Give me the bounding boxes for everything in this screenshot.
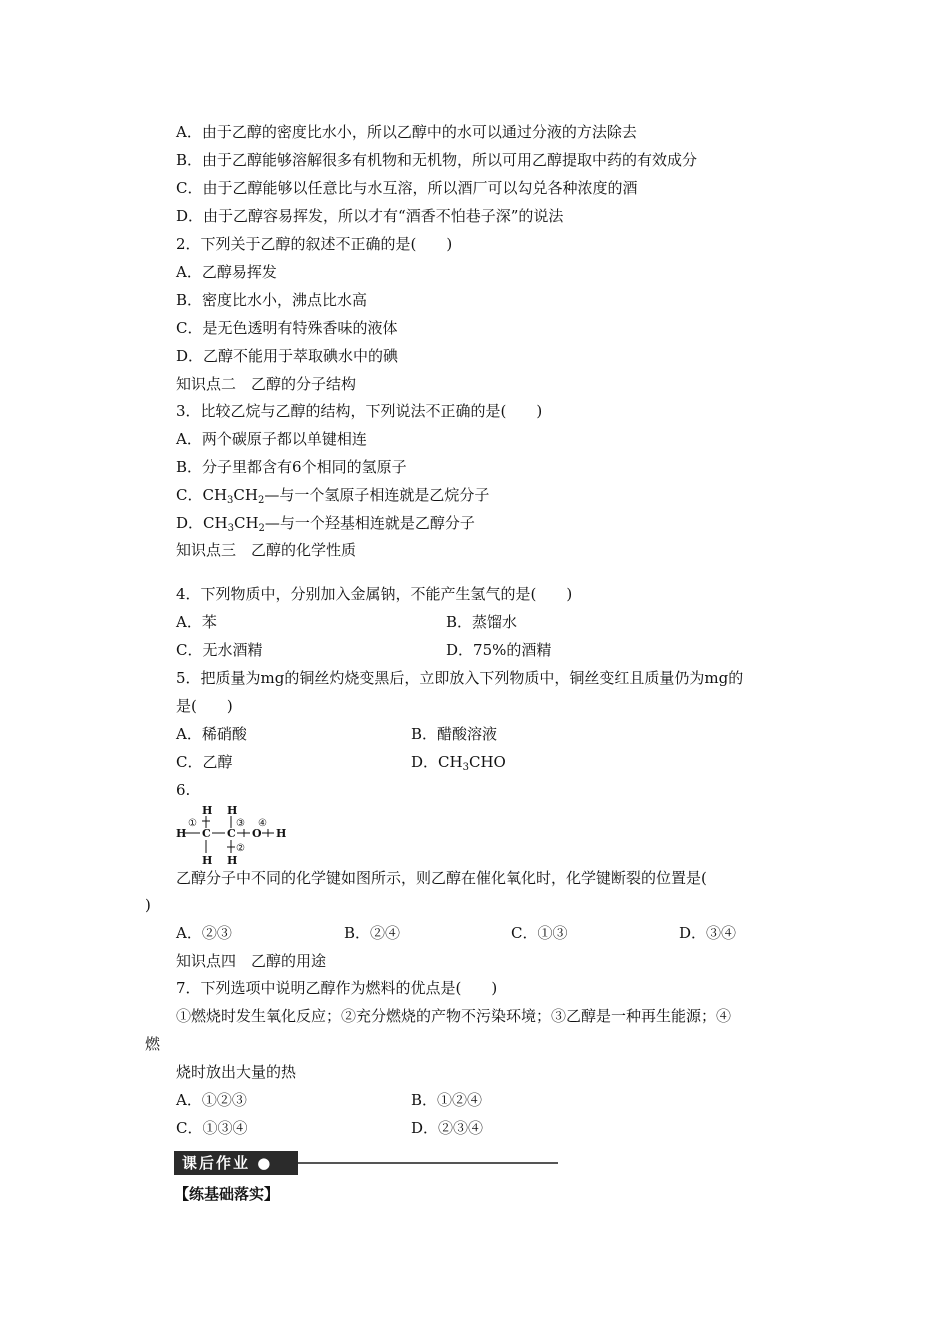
section-heading-4: 知识点四 乙醇的用途 (176, 952, 327, 970)
q6-stem-cont: ) (145, 896, 151, 914)
q7-option-c: C．①③④ (176, 1119, 248, 1137)
q7-statements-wrap: 燃 (145, 1035, 161, 1053)
formula-bond-number-2: ② (236, 843, 245, 854)
q7-option-d: D．②③④ (411, 1119, 484, 1137)
q6-stem: 乙醇分子中不同的化学键如图所示，则乙醇在催化氧化时，化学键断裂的位置是( (176, 869, 707, 887)
formula-h-bottom-2: H (227, 854, 238, 865)
formula-c-2: C (227, 827, 236, 840)
q1-option-c: C．由于乙醇能够以任意比与水互溶，所以酒厂可以勾兑各种浓度的酒 (176, 179, 638, 197)
q7-stem: 7．下列选项中说明乙醇作为燃料的优点是( ) (176, 979, 498, 997)
section-heading-2: 知识点二 乙醇的分子结构 (176, 375, 357, 393)
q3-option-d: D．$CH_3CH_2—$与一个羟基相连就是乙醇分子 (176, 514, 475, 534)
banner-rule (298, 1162, 558, 1164)
ethanol-structure-formula (176, 803, 296, 865)
q5-option-a: A．稀硝酸 (176, 725, 247, 743)
q7-option-b: B．①②④ (411, 1091, 483, 1109)
q1-option-b: B．由于乙醇能够溶解很多有机物和无机物，所以可用乙醇提取中药的有效成分 (176, 151, 698, 169)
q6-option-a: A．②③ (176, 924, 232, 942)
formula-h-left: H (176, 827, 187, 840)
q1-option-a: A．由于乙醇的密度比水小，所以乙醇中的水可以通过分液的方法除去 (176, 123, 637, 141)
q3-stem: 3．比较乙烷与乙醇的结构，下列说法不正确的是( ) (176, 402, 543, 420)
q2-option-c: C．是无色透明有特殊香味的液体 (176, 319, 398, 337)
q4-option-b: B．蒸馏水 (446, 613, 518, 631)
q4-option-c: C．无水酒精 (176, 641, 263, 659)
q5-option-c: C．乙醇 (176, 753, 233, 771)
formula-bond-number-3: ③ (236, 818, 245, 829)
q7-statements: ①燃烧时发生氧化反应；②充分燃烧的产物不污染环境；③乙醇是一种再生能源；④ (176, 1007, 732, 1025)
q1-option-d: D．由于乙醇容易挥发，所以才有“酒香不怕巷子深”的说法 (176, 207, 564, 225)
formula-c-1: C (202, 827, 211, 840)
q6-option-b: B．②④ (344, 924, 401, 942)
q3-option-c: C．$CH_3CH_2—$与一个氢原子相连就是乙烷分子 (176, 486, 490, 506)
q5-option-d: D．$CH_3CHO$ (411, 753, 506, 773)
q5-option-b: B．醋酸溶液 (411, 725, 498, 743)
q4-option-a: A．苯 (176, 613, 217, 631)
q2-stem: 2．下列关于乙醇的叙述不正确的是( ) (176, 235, 453, 253)
q4-stem: 4．下列物质中，分别加入金属钠，不能产生氢气的是( ) (176, 585, 573, 603)
formula-h-top-1: H (202, 804, 213, 817)
formula-h-bottom-1: H (202, 854, 213, 865)
formula-bond-number-4: ④ (258, 818, 267, 829)
q2-option-b: B．密度比水小，沸点比水高 (176, 291, 368, 309)
q2-option-d: D．乙醇不能用于萃取碘水中的碘 (176, 347, 399, 365)
section-heading-3: 知识点三 乙醇的化学性质 (176, 541, 357, 559)
q4-option-d: D．75%的酒精 (446, 641, 552, 659)
q2-option-a: A．乙醇易挥发 (176, 263, 277, 281)
q5-stem: 5．把质量为mg的铜丝灼烧变黑后，立即放入下列物质中，铜丝变红且质量仍为mg的 (176, 669, 744, 687)
q7-option-a: A．①②③ (176, 1091, 247, 1109)
q6-number: 6. (176, 781, 191, 799)
q7-statements-cont: 烧时放出大量的热 (176, 1063, 297, 1081)
q6-option-c: C．①③ (511, 924, 568, 942)
q6-option-d: D．③④ (679, 924, 737, 942)
formula-o: O (252, 827, 262, 840)
q3-option-a: A．两个碳原子都以单键相连 (176, 430, 367, 448)
q5-stem-cont: 是( ) (176, 697, 233, 715)
practice-heading: 【练基础落实】 (174, 1185, 280, 1203)
formula-bond-number-1: ① (188, 818, 197, 829)
q3-option-b: B．分子里都含有6个相同的氢原子 (176, 458, 407, 476)
formula-h-top-2: H (227, 804, 238, 817)
formula-h-right: H (276, 827, 287, 840)
homework-banner-label: 课后作业 ● (174, 1151, 298, 1175)
bullet-icon: ● (257, 1154, 273, 1172)
homework-banner (174, 1149, 558, 1177)
